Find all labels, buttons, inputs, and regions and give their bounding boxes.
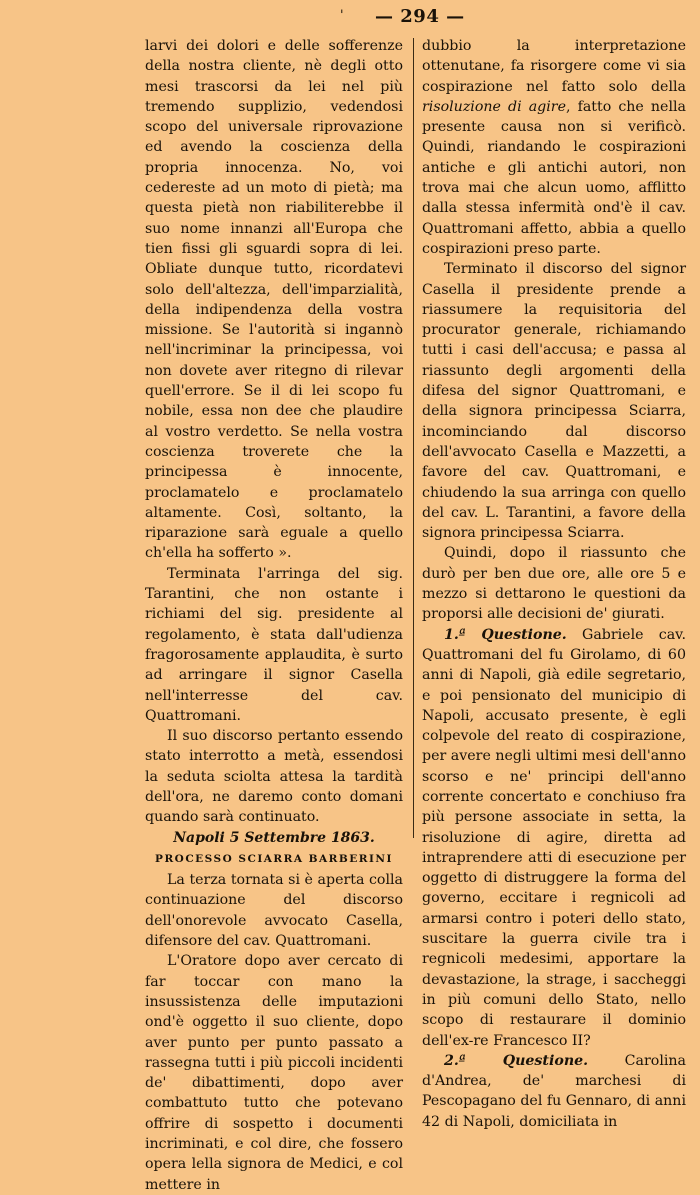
- left-paragraph-1: larvi dei dolori e delle sofferenze della nostra cliente, nè degli otto mesi trascorsi da lei nel più tremendo supplizio, vedendosi scopo del universale riprovazione ed avendo la coscienza della propria innocenza. No, voi cedereste ad un moto di pietà; ma questa pietà non riabiliterebbe il suo nome innanzi all'Europa che tien fissi gli sguardi sopra di lei. Obliate dunque tutto, ricordatevi solo dell'altezza, dell'imparzialità, della indipendenza della vostra missione. Se l'autorità si ingannò nell'incriminar la principessa, voi non dovete aver ritegno di rilevar quell'errore. Se il di lei scopo fu nobile, essa non dee che plaudire al vostro verdetto. Se nella vostra coscienza troverete che la principessa è innocente, proclamatelo e proclamatelo altamente. Così, soltanto, la riparazione sarà eguale a quello ch'ella ha sofferto ».: [145, 38, 403, 562]
- left-paragraph-2: Terminata l'arringa del sig. Tarantini, che non ostante i richiami del sig. presidente al regolamento, è stata dall'udienza fragorosamente applaudita, è surto ad arringare il signor Casella nell'interresse del cav. Quattromani.: [145, 565, 403, 724]
- left-column: [145, 36, 403, 1195]
- question-2-text: Carolina d'Andrea, de' marchesi di Pescopagano del fu Gennaro, di anni 42 di Napoli, domiciliata in: [422, 1052, 686, 1130]
- section-heading: PROCESSO SCIARRA BARBERINI: [155, 852, 393, 865]
- question-1-label: 1.ª Questione.: [444, 626, 567, 643]
- right-paragraph-1-end: , fatto che nella presente causa non si verificò. Quindi, riandando le cospirazioni antiche e gli antichi autori, non trova mai che alcun uomo, afflitto dalla stessa infermità ond'è il cav. Quattromani affetto, abbia a quello cospirazioni preso parte.: [422, 98, 686, 257]
- dateline: Napoli 5 Settembre 1863.: [173, 829, 375, 846]
- right-paragraph-1: [422, 36, 686, 259]
- question-1: [422, 625, 686, 1051]
- left-paragraph-3: Il suo discorso pertanto essendo stato interrotto a metà, essendosi la seduta sciolta attesa la tardità dell'ora, ne daremo conto domani quando sarà continuato.: [145, 728, 403, 826]
- right-paragraph-1-emphasis: risoluzione di agire: [422, 98, 566, 115]
- right-paragraph-1-start: dubbio la interpretazione ottenutane, fa risorgere come vi sia cospirazione nel fatto solo della: [422, 38, 686, 95]
- question-1-text: Gabriele cav. Quattromani del fu Girolamo, di 60 anni di Napoli, già edile segretario, e poi pensionato del municipio di Napoli, accusato presente, è egli colpevole del reato di cospirazione, per avere negli ultimi mesi dell'anno scorso e ne' principi dell'anno corrente concertato e conchiuso fra più persone associate in setta, la risoluzione di agire, diretta ad intraprendere atti di esecuzione per oggetto di distruggere la forma del governo, eccitare i regnicoli ad armarsi contro i poteri dello stato, suscitare la guerra civile tra i regnicoli medesimi, apportare la devastazione, la strage, i saccheggi in più comuni dello Stato, nello scopo di restaurare il dominio dell'ex-re Francesco II?: [422, 626, 686, 1049]
- question-2-label: 2.ª Questione.: [444, 1052, 589, 1069]
- left-paragraph-5: L'Oratore dopo aver cercato di far toccar con mano la insussistenza delle imputazioni ond'è oggetto il suo cliente, dopo aver punto per punto passato a rassegna tutti i più piccoli incidenti de' dibattimenti, dopo aver combattuto tutto che potevano offrire di sospetto i documenti incriminati, e col dire, che fossero opera lella signora de Medici, e col mettere in: [145, 953, 403, 1193]
- page-number: — 294 —: [375, 6, 465, 27]
- right-paragraph-3: Quindi, dopo il riassunto che durò per ben due ore, alle ore 5 e mezzo si dettarono le questioni da proporsi alle decisioni de' giurati.: [422, 545, 686, 623]
- header-mark: ': [340, 8, 344, 23]
- left-paragraph-4: La terza tornata si è aperta colla continuazione del discorso dell'onorevole avvocato Casella, difensore del cav. Quattromani.: [145, 872, 403, 950]
- question-2: [422, 1051, 686, 1132]
- right-column: [422, 36, 686, 1132]
- page-header: [0, 6, 700, 30]
- column-divider: [413, 38, 414, 838]
- right-paragraph-2: Terminato il discorso del signor Casella il presidente prende a riassumere la requisitoria del procurator generale, richiamando tutti i casi dell'accusa; e passa al riassunto degli argomenti della difesa del signor Quattromani, e della signora principessa Sciarra, incominciando dal discorso dell'avvocato Casella e Mazzetti, a favore del cav. Quattromani, e chiudendo la sua arringa con quello del cav. L. Tarantini, a favore della signora principessa Sciarra.: [422, 261, 686, 542]
